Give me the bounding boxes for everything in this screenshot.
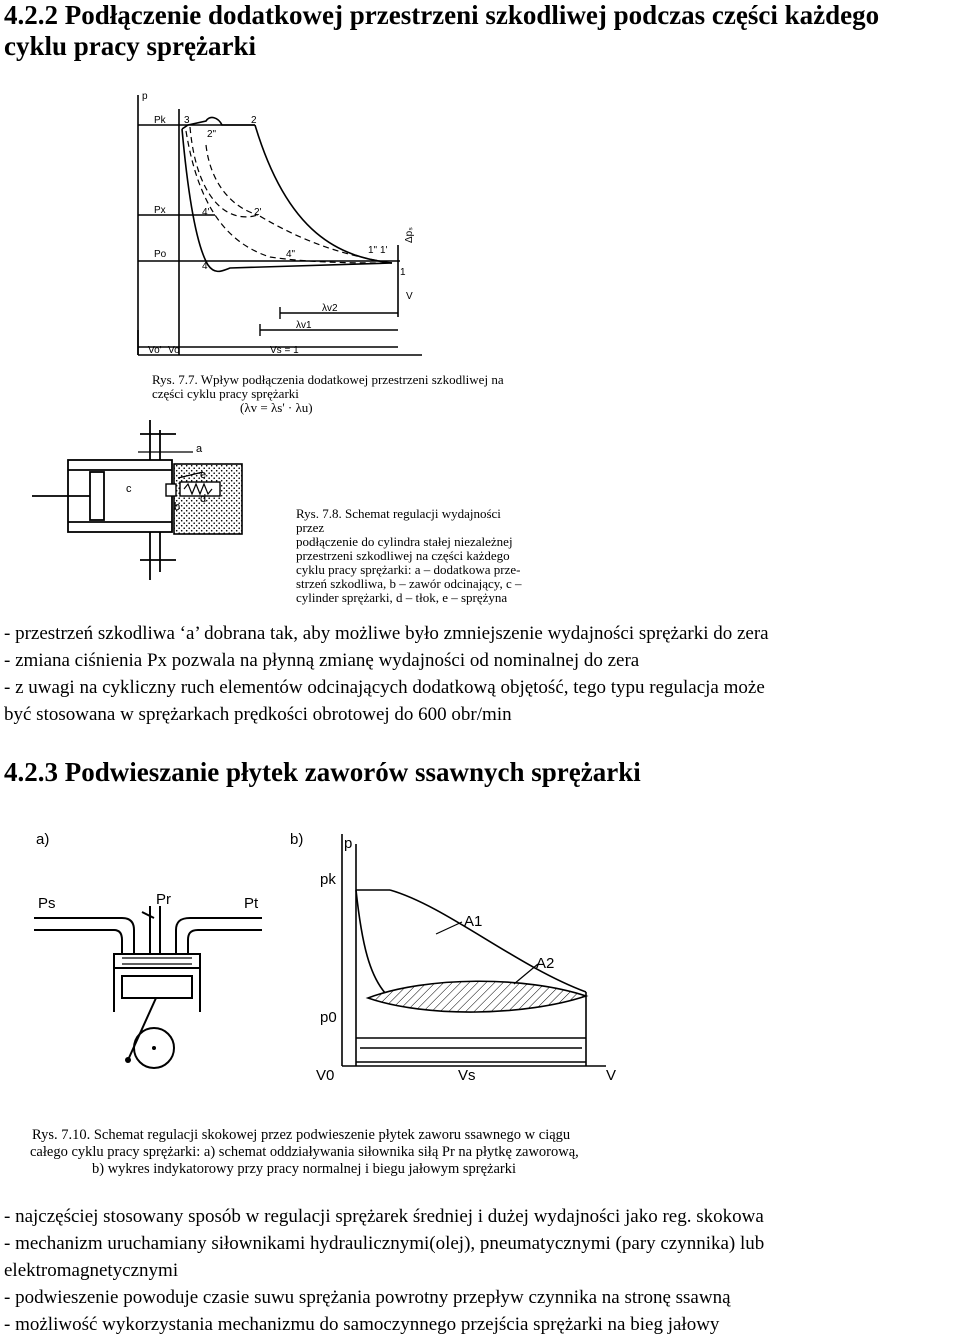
label-point-1dd: 1" (368, 245, 378, 256)
caption-7-8-line-2: podłączenie do cylindra stałej niezależnej (296, 534, 513, 549)
section-heading-4-2-2 (4, 0, 879, 61)
label-a2: A2 (536, 955, 555, 972)
label-b-panel: b) (290, 831, 304, 848)
label-e: e (200, 469, 207, 481)
section-heading-line-2: cyklu pracy sprężarki (4, 31, 256, 61)
label-point-4p: 4' (202, 207, 210, 218)
piston (90, 472, 104, 520)
caption-7-8-line-4: cyklu pracy sprężarki: a – dodatkowa prze- (296, 562, 521, 577)
compression-curve-b (390, 890, 586, 992)
label-pk-b: pk (320, 871, 336, 888)
figure-7-10b-indicator-diagram (286, 826, 626, 1091)
label-a-panel: a) (36, 831, 50, 848)
bullet-item: - najczęściej stosowany sposób w regulacji sprężarek średniej i dużej wydajności jako reg. skokowa (4, 1206, 764, 1227)
bullet-item: - mechanizm uruchamiany siłownikami hydraulicznymi(olej), pneumatycznymi (pary czynnika) lub (4, 1233, 765, 1254)
additional-dead-space (174, 464, 242, 534)
section-heading-4-2-3: 4.2.3 Podwieszanie płytek zaworów ssawnych sprężarki (4, 757, 641, 787)
caption-7-8-line-1: Rys. 7.8. Schemat regulacji wydajności przez (296, 506, 501, 535)
label-p0-b: p0 (320, 1009, 337, 1026)
label-lv1: λv1 (296, 320, 312, 331)
caption-7-8-line-6: cylinder sprężarki, d – tłok, e – sprężyna (296, 590, 508, 605)
bullet-item: - zmiana ciśnienia Px pozwala na płynną zmianę wydajności od nominalnej do zera (4, 650, 640, 671)
shut-off-valve (166, 484, 176, 496)
bullet-item: być stosowana w sprężarkach prędkości obrotowej do 600 obr/min (4, 704, 512, 725)
dashed-curve-2dd (190, 127, 392, 263)
label-vo: Vo (168, 345, 180, 356)
bullet-item: elektromagnetycznymi (4, 1260, 179, 1281)
caption-7-8-line-3: przestrzeni szkodliwej na części każdego (296, 548, 510, 563)
label-point-2dd: 2" (207, 129, 217, 140)
label-pr: Pr (156, 891, 171, 908)
compression-curve (255, 125, 392, 263)
caption-7-10-line-2: całego cyklu pracy sprężarki: a) schemat oddziaływania siłownika siłą Pr na płytkę zaworową, (30, 1144, 579, 1160)
label-point-4: 4 (202, 261, 208, 272)
label-p: p (142, 91, 148, 102)
piston-b (122, 976, 192, 998)
label-px: Px (154, 205, 166, 216)
label-p-axis: p (344, 835, 353, 852)
figure-7-7-caption (152, 373, 532, 415)
expansion-curve-b (356, 890, 386, 994)
figure-7-7-pv-diagram (130, 85, 430, 367)
figure-7-8-schematic (28, 412, 298, 588)
label-point-1p: 1' (380, 245, 388, 256)
label-dp: Δpₛ (404, 227, 415, 243)
figure-7-10a-valve-schematic (30, 826, 265, 1076)
label-lv2: λv2 (322, 303, 338, 314)
dashed-curve-2p (206, 145, 258, 215)
bullet-item: - z uwagi na cykliczny ruch elementów odcinających dodatkową objętość, tego typu regulacja może (4, 677, 765, 698)
label-point-4dd: 4" (286, 249, 296, 260)
label-vo-prime: Vo' (148, 345, 162, 356)
label-point-2p: 2' (254, 207, 262, 218)
caption-7-7-line-2: (λv = λs' · λu) (240, 400, 313, 415)
label-ps: Ps (38, 895, 56, 912)
bullet-list-4-2-3 (4, 1203, 764, 1338)
label-v-axis-b: V (606, 1067, 617, 1084)
label-point-3: 3 (184, 115, 190, 126)
bullet-item: - możliwość wykorzystania mechanizmu do samoczynnego przejścia sprężarki na bieg jałowy (4, 1314, 720, 1335)
label-vs-b: Vs (458, 1067, 476, 1084)
caption-7-7-line-1: Rys. 7.7. Wpływ podłączenia dodatkowej przestrzeni szkodliwej na części cyklu pracy sprężarki (152, 372, 504, 401)
figure-7-10-caption (30, 1127, 579, 1178)
caption-7-8-line-5: strzeń szkodliwa, b – zawór odcinający, c – (296, 576, 522, 591)
label-pt: Pt (244, 895, 259, 912)
dashed-curve-4dd (186, 131, 392, 263)
idle-run-loop (368, 981, 586, 1012)
bullet-item: - podwieszenie powoduje czasie suwu sprężania powrotny przepływ czynnika na stronę ssawną (4, 1287, 731, 1308)
label-c: c (126, 483, 132, 495)
label-point-2: 2 (251, 115, 257, 126)
bullet-list-4-2-2 (4, 620, 769, 728)
label-vs: Vs = 1 (270, 345, 299, 356)
figure-7-8-caption (296, 507, 526, 605)
discharge-line (182, 118, 255, 129)
label-a1: A1 (464, 913, 483, 930)
label-point-1: 1 (400, 267, 406, 278)
caption-7-10-line-3: b) wykres indykatorowy przy pracy normalnej i biegu jałowym sprężarki (92, 1161, 516, 1177)
caption-7-10-line-1: Rys. 7.10. Schemat regulacji skokowej przez podwieszenie płytek zaworu ssawnego w ciągu (32, 1127, 571, 1143)
label-v0-b: V0 (316, 1067, 335, 1084)
label-pk: Pk (154, 115, 166, 126)
suction-pipe (34, 918, 134, 954)
bullet-item: - przestrzeń szkodliwa ‘a’ dobrana tak, aby możliwe było zmniejszenie wydajności sprężarki do zera (4, 623, 769, 644)
label-v: V (406, 291, 413, 302)
label-d: d (200, 493, 207, 505)
label-po: Po (154, 249, 167, 260)
label-b: b (174, 501, 181, 513)
label-a: a (196, 443, 203, 455)
section-heading-line-1: 4.2.2 Podłączenie dodatkowej przestrzeni szkodliwej podczas części każdego (4, 0, 880, 30)
